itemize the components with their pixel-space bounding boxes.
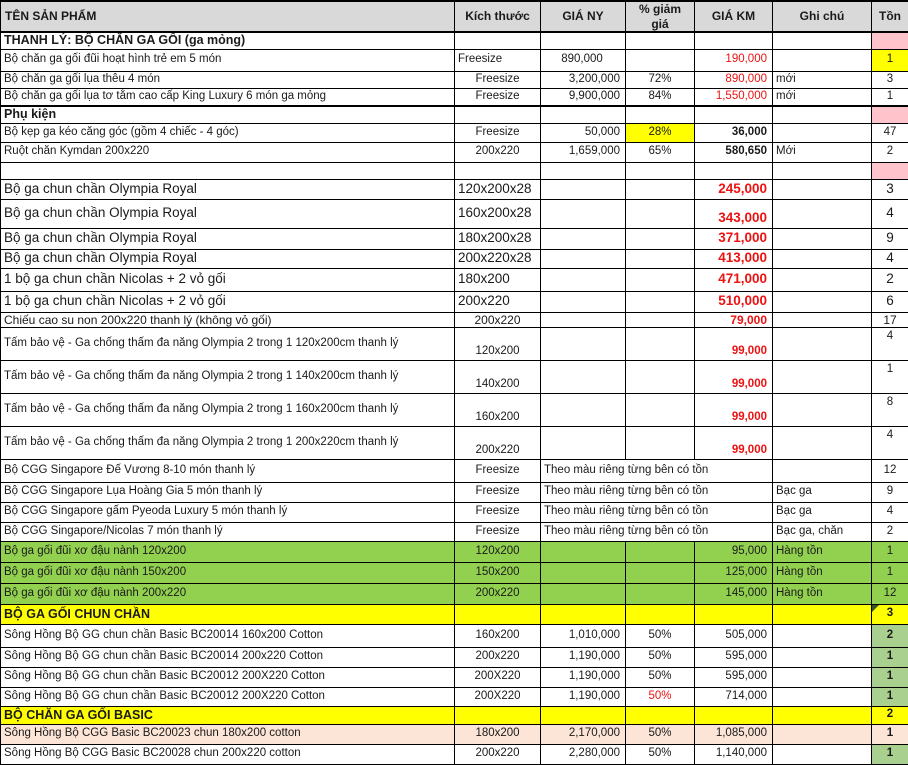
cell-note[interactable] <box>773 312 872 327</box>
cell-product-name[interactable]: Sông Hồng Bộ CGG Basic BC20023 chun 180x200 cotton <box>1 724 455 744</box>
cell-price-promo[interactable]: 125,000 <box>695 562 773 583</box>
cell-note[interactable] <box>773 604 872 624</box>
cell-discount-percent[interactable] <box>626 706 695 724</box>
cell-product-name[interactable]: Bộ CGG Singapore Đế Vương 8-10 món thanh lý <box>1 459 455 482</box>
cell-price-promo[interactable]: 99,000 <box>695 426 773 459</box>
cell-size[interactable]: 200x220x28 <box>455 249 541 268</box>
cell-price-promo[interactable]: 99,000 <box>695 360 773 393</box>
cell-discount-percent[interactable] <box>626 541 695 562</box>
cell-price-original[interactable] <box>541 360 626 393</box>
cell-price-promo[interactable] <box>695 106 773 123</box>
product-row <box>1 562 908 583</box>
cell-size[interactable]: Freesize <box>455 49 541 71</box>
cell-product-name[interactable] <box>1 162 455 179</box>
product-row <box>1 541 908 562</box>
cell-product-name[interactable]: Ruột chăn Kymdan 200x220 <box>1 142 455 162</box>
product-row <box>1 249 908 268</box>
section-row <box>1 32 908 49</box>
cell-size[interactable]: 200X220 <box>455 687 541 706</box>
cell-discount-percent[interactable]: 65% <box>626 142 695 162</box>
cell-product-name[interactable]: Bộ ga chun chần Olympia Royal <box>1 249 455 268</box>
cell-price-promo[interactable] <box>695 162 773 179</box>
cell-stock-qty[interactable]: 9 <box>872 228 908 249</box>
cell-product-name[interactable]: Sông Hồng Bộ GG chun chần Basic BC20014 200x220 Cotton <box>1 647 455 667</box>
cell-stock-qty[interactable]: 1 <box>872 647 908 667</box>
cell-discount-percent[interactable] <box>626 327 695 360</box>
column-header-size[interactable]: Kích thước <box>455 1 541 32</box>
cell-product-name[interactable]: THANH LÝ: BỘ CHĂN GA GỐI (ga mỏng) <box>1 32 455 49</box>
cell-size[interactable]: 140x200 <box>455 360 541 393</box>
cell-stock-qty[interactable] <box>872 106 908 123</box>
cell-product-name[interactable]: Bộ ga chun chần Olympia Royal <box>1 179 455 199</box>
cell-price-original[interactable] <box>541 268 626 291</box>
cell-size[interactable]: 160x200 <box>455 393 541 426</box>
cell-price-promo[interactable]: 99,000 <box>695 327 773 360</box>
cell-note[interactable] <box>773 106 872 123</box>
column-header-stock[interactable]: Tồn <box>872 1 908 32</box>
cell-discount-percent[interactable]: 72% <box>626 71 695 88</box>
cell-stock-qty[interactable]: 3 <box>872 604 908 624</box>
product-row <box>1 327 908 360</box>
cell-price-original[interactable]: 50,000 <box>541 123 626 142</box>
cell-discount-percent[interactable]: 50% <box>626 724 695 744</box>
cell-price-original[interactable] <box>541 327 626 360</box>
cell-discount-percent[interactable] <box>626 228 695 249</box>
table-body <box>1 32 908 764</box>
cell-stock-qty[interactable]: 1 <box>872 687 908 706</box>
cell-size[interactable] <box>455 162 541 179</box>
cell-discount-percent[interactable] <box>626 562 695 583</box>
cell-price-original[interactable]: 2,170,000 <box>541 724 626 744</box>
cell-note[interactable]: Hàng tồn <box>773 541 872 562</box>
cell-price-promo[interactable]: 471,000 <box>695 268 773 291</box>
product-row <box>1 502 908 522</box>
cell-price-promo[interactable]: 371,000 <box>695 228 773 249</box>
cell-size[interactable]: 120x200 <box>455 327 541 360</box>
cell-note[interactable] <box>773 179 872 199</box>
cell-size[interactable]: 160x200x28 <box>455 199 541 228</box>
cell-price-original[interactable] <box>541 249 626 268</box>
cell-discount-percent[interactable] <box>626 360 695 393</box>
cell-note[interactable] <box>773 162 872 179</box>
cell-price-promo[interactable]: 580,650 <box>695 142 773 162</box>
cell-note[interactable] <box>773 667 872 687</box>
cell-size[interactable] <box>455 706 541 724</box>
cell-stock-qty[interactable]: 2 <box>872 706 908 724</box>
cell-note[interactable] <box>773 459 872 482</box>
product-row <box>1 624 908 647</box>
cell-size[interactable]: Freesize <box>455 502 541 522</box>
cell-size[interactable]: 200x220 <box>455 291 541 312</box>
header-row <box>1 1 908 32</box>
cell-price-original[interactable] <box>541 604 626 624</box>
cell-product-name[interactable]: 1 bộ ga chun chần Nicolas + 2 vỏ gối <box>1 291 455 312</box>
cell-note[interactable] <box>773 647 872 667</box>
cell-stock-qty[interactable]: 1 <box>872 360 908 393</box>
cell-note[interactable] <box>773 724 872 744</box>
cell-merged-availability[interactable]: Theo màu riêng từng bên có tồn <box>541 502 773 522</box>
cell-stock-qty[interactable]: 8 <box>872 393 908 426</box>
cell-note[interactable] <box>773 393 872 426</box>
cell-stock-qty[interactable]: 4 <box>872 502 908 522</box>
cell-product-name[interactable]: Bộ ga chun chần Olympia Royal <box>1 199 455 228</box>
product-row <box>1 393 908 426</box>
cell-discount-percent[interactable] <box>626 49 695 71</box>
cell-price-promo[interactable]: 714,000 <box>695 687 773 706</box>
cell-note[interactable]: Hàng tồn <box>773 583 872 604</box>
cell-size[interactable] <box>455 32 541 49</box>
product-row <box>1 647 908 667</box>
cell-stock-qty[interactable]: 3 <box>872 71 908 88</box>
product-row <box>1 88 908 106</box>
cell-size[interactable]: Freesize <box>455 459 541 482</box>
product-row <box>1 522 908 541</box>
cell-price-original[interactable] <box>541 32 626 49</box>
product-row <box>1 268 908 291</box>
cell-size[interactable]: 120x200 <box>455 541 541 562</box>
section-row <box>1 706 908 724</box>
column-header-ny[interactable]: GIÁ NY <box>541 1 626 32</box>
cell-size[interactable] <box>455 106 541 123</box>
cell-discount-percent[interactable] <box>626 199 695 228</box>
cell-merged-availability[interactable]: Theo màu riêng từng bên có tồn <box>541 522 773 541</box>
cell-product-name[interactable]: Bộ ga gối đũi xơ đậu nành 200x220 <box>1 583 455 604</box>
cell-size[interactable]: 200x220 <box>455 744 541 764</box>
cell-note[interactable] <box>773 706 872 724</box>
product-row <box>1 71 908 88</box>
cell-stock-qty[interactable]: 1 <box>872 541 908 562</box>
cell-size[interactable]: 180x200 <box>455 268 541 291</box>
cell-product-name[interactable]: Phụ kiện <box>1 106 455 123</box>
cell-discount-percent[interactable] <box>626 312 695 327</box>
cell-note[interactable] <box>773 32 872 49</box>
cell-size[interactable]: 200X220 <box>455 667 541 687</box>
cell-price-promo[interactable]: 79,000 <box>695 312 773 327</box>
cell-price-promo[interactable]: 510,000 <box>695 291 773 312</box>
cell-size[interactable]: 200x220 <box>455 312 541 327</box>
cell-price-promo[interactable]: 190,000 <box>695 49 773 71</box>
cell-size[interactable]: 180x200x28 <box>455 228 541 249</box>
cell-note[interactable] <box>773 228 872 249</box>
cell-price-promo[interactable]: 413,000 <box>695 249 773 268</box>
cell-size[interactable]: 150x200 <box>455 562 541 583</box>
cell-product-name[interactable]: Bộ ga gối đũi xơ đậu nành 120x200 <box>1 541 455 562</box>
cell-price-original[interactable] <box>541 162 626 179</box>
section-row <box>1 106 908 123</box>
cell-stock-qty[interactable]: 2 <box>872 142 908 162</box>
cell-price-promo[interactable] <box>695 32 773 49</box>
product-row <box>1 724 908 744</box>
cell-note[interactable] <box>773 744 872 764</box>
cell-stock-qty[interactable]: 1 <box>872 88 908 106</box>
cell-discount-percent[interactable] <box>626 162 695 179</box>
cell-note[interactable] <box>773 249 872 268</box>
cell-stock-qty[interactable]: 12 <box>872 583 908 604</box>
cell-product-name[interactable]: Sông Hồng Bộ CGG Basic BC20028 chun 200x220 cotton <box>1 744 455 764</box>
cell-price-original[interactable]: 1,010,000 <box>541 624 626 647</box>
cell-price-promo[interactable]: 99,000 <box>695 393 773 426</box>
cell-product-name[interactable]: Bộ kẹp ga kéo căng góc (gồm 4 chiếc - 4 góc) <box>1 123 455 142</box>
cell-price-promo[interactable]: 595,000 <box>695 647 773 667</box>
cell-discount-percent[interactable]: 50% <box>626 744 695 764</box>
cell-price-original[interactable] <box>541 199 626 228</box>
product-row <box>1 426 908 459</box>
product-row <box>1 123 908 142</box>
cell-product-name[interactable]: Tấm bảo vệ - Ga chống thấm đa năng Olympia 2 trong 1 200x220cm thanh lý <box>1 426 455 459</box>
product-row <box>1 459 908 482</box>
cell-discount-percent[interactable] <box>626 583 695 604</box>
cell-size[interactable]: Freesize <box>455 71 541 88</box>
cell-price-promo[interactable]: 1,140,000 <box>695 744 773 764</box>
cell-product-name[interactable]: Tấm bảo vệ - Ga chống thấm đa năng Olympia 2 trong 1 120x200cm thanh lý <box>1 327 455 360</box>
product-row <box>1 482 908 502</box>
cell-size[interactable]: Freesize <box>455 123 541 142</box>
cell-note[interactable]: Bạc ga <box>773 502 872 522</box>
product-row <box>1 228 908 249</box>
cell-discount-percent[interactable]: 28% <box>626 123 695 142</box>
cell-discount-percent[interactable]: 50% <box>626 667 695 687</box>
cell-note[interactable]: Hàng tồn <box>773 562 872 583</box>
column-header-km[interactable]: GIÁ KM <box>695 1 773 32</box>
product-row <box>1 667 908 687</box>
cell-product-name[interactable]: Sông Hồng Bộ GG chun chần Basic BC20012 200X220 Cotton <box>1 687 455 706</box>
cell-product-name[interactable]: Bộ chăn ga gối lụa tơ tằm cao cấp King Luxury 6 món ga mỏng <box>1 88 455 106</box>
cell-stock-qty[interactable]: 47 <box>872 123 908 142</box>
cell-price-original[interactable] <box>541 541 626 562</box>
cell-price-original[interactable]: 3,200,000 <box>541 71 626 88</box>
cell-price-original[interactable] <box>541 393 626 426</box>
product-row <box>1 360 908 393</box>
product-row <box>1 291 908 312</box>
cell-stock-qty[interactable] <box>872 162 908 179</box>
cell-price-original[interactable] <box>541 562 626 583</box>
cell-price-promo[interactable]: 343,000 <box>695 199 773 228</box>
cell-size[interactable]: 200x220 <box>455 647 541 667</box>
cell-product-name[interactable]: Bộ CGG Singapore/Nicolas 7 món thanh lý <box>1 522 455 541</box>
cell-note[interactable] <box>773 426 872 459</box>
cell-stock-qty[interactable]: 1 <box>872 562 908 583</box>
column-header-name[interactable]: TÊN SẢN PHẨM <box>1 1 455 32</box>
cell-price-original[interactable] <box>541 426 626 459</box>
cell-price-promo[interactable]: 245,000 <box>695 179 773 199</box>
column-header-note[interactable]: Ghi chú <box>773 1 872 32</box>
cell-stock-qty[interactable]: 1 <box>872 667 908 687</box>
cell-note[interactable]: Bạc ga, chăn <box>773 522 872 541</box>
cell-price-promo[interactable]: 1,550,000 <box>695 88 773 106</box>
cell-price-promo[interactable] <box>695 706 773 724</box>
cell-product-name[interactable]: Bộ CGG Singapore gấm Pyeoda Luxury 5 món thanh lý <box>1 502 455 522</box>
cell-product-name[interactable]: Tấm bảo vệ - Ga chống thấm đa năng Olympia 2 trong 1 160x200cm thanh lý <box>1 393 455 426</box>
cell-discount-percent[interactable] <box>626 106 695 123</box>
cell-note[interactable]: Mới <box>773 142 872 162</box>
cell-price-original[interactable]: 1,190,000 <box>541 647 626 667</box>
product-row <box>1 744 908 764</box>
product-row <box>1 312 908 327</box>
cell-stock-qty[interactable]: 1 <box>872 49 908 71</box>
product-row <box>1 583 908 604</box>
cell-product-name[interactable]: Bộ chăn ga gối lụa thêu 4 món <box>1 71 455 88</box>
cell-size[interactable]: Freesize <box>455 482 541 502</box>
cell-discount-percent[interactable]: 50% <box>626 687 695 706</box>
cell-discount-percent[interactable]: 50% <box>626 647 695 667</box>
cell-stock-qty[interactable]: 4 <box>872 426 908 459</box>
cell-product-name[interactable]: BỘ GA GỐI CHUN CHẦN <box>1 604 455 624</box>
cell-discount-percent[interactable] <box>626 249 695 268</box>
cell-size[interactable]: 160x200 <box>455 624 541 647</box>
cell-size[interactable]: 200x220 <box>455 142 541 162</box>
cell-price-original[interactable] <box>541 291 626 312</box>
cell-discount-percent[interactable]: 50% <box>626 624 695 647</box>
cell-stock-qty[interactable]: 12 <box>872 459 908 482</box>
cell-stock-qty[interactable]: 2 <box>872 522 908 541</box>
cell-price-promo[interactable]: 595,000 <box>695 667 773 687</box>
cell-note[interactable] <box>773 268 872 291</box>
cell-note[interactable] <box>773 327 872 360</box>
cell-size[interactable] <box>455 604 541 624</box>
cell-merged-availability[interactable]: Theo màu riêng từng bên có tồn <box>541 459 773 482</box>
cell-product-name[interactable]: BỘ CHĂN GA GỐI BASIC <box>1 706 455 724</box>
cell-discount-percent[interactable] <box>626 426 695 459</box>
cell-stock-qty[interactable] <box>872 32 908 49</box>
cell-product-name[interactable]: Bộ ga gối đũi xơ đậu nành 150x200 <box>1 562 455 583</box>
cell-price-promo[interactable]: 1,085,000 <box>695 724 773 744</box>
cell-price-original[interactable] <box>541 228 626 249</box>
cell-price-original[interactable]: 890,000 <box>541 49 626 71</box>
cell-size[interactable]: Freesize <box>455 88 541 106</box>
table-header <box>1 1 908 32</box>
cell-note[interactable] <box>773 123 872 142</box>
cell-note[interactable]: Bạc ga <box>773 482 872 502</box>
cell-price-original[interactable] <box>541 583 626 604</box>
cell-price-original[interactable] <box>541 106 626 123</box>
cell-note[interactable] <box>773 360 872 393</box>
cell-price-promo[interactable]: 95,000 <box>695 541 773 562</box>
cell-note[interactable] <box>773 199 872 228</box>
cell-discount-percent[interactable]: 84% <box>626 88 695 106</box>
cell-note[interactable] <box>773 687 872 706</box>
cell-stock-qty[interactable]: 6 <box>872 291 908 312</box>
product-row <box>1 687 908 706</box>
cell-product-name[interactable]: Bộ ga chun chần Olympia Royal <box>1 228 455 249</box>
cell-note[interactable] <box>773 624 872 647</box>
cell-price-promo[interactable]: 36,000 <box>695 123 773 142</box>
cell-price-promo[interactable]: 145,000 <box>695 583 773 604</box>
cell-stock-qty[interactable]: 4 <box>872 249 908 268</box>
cell-price-promo[interactable] <box>695 604 773 624</box>
cell-discount-percent[interactable] <box>626 604 695 624</box>
cell-product-name[interactable]: Chiếu cao su non 200x220 thanh lý (không vỏ gối) <box>1 312 455 327</box>
cell-size[interactable]: 200x220 <box>455 426 541 459</box>
cell-price-original[interactable] <box>541 706 626 724</box>
cell-product-name[interactable]: Sông Hồng Bộ GG chun chần Basic BC20012 200X220 Cotton <box>1 667 455 687</box>
cell-product-name[interactable]: Bộ chăn ga gối đũi hoạt hình trẻ em 5 món <box>1 49 455 71</box>
cell-merged-availability[interactable]: Theo màu riêng từng bên có tồn <box>541 482 773 502</box>
cell-stock-qty[interactable]: 3 <box>872 179 908 199</box>
cell-price-original[interactable] <box>541 179 626 199</box>
cell-price-original[interactable]: 2,280,000 <box>541 744 626 764</box>
cell-price-original[interactable] <box>541 312 626 327</box>
cell-stock-qty[interactable]: 2 <box>872 268 908 291</box>
cell-size[interactable]: 120x200x28 <box>455 179 541 199</box>
cell-stock-qty[interactable]: 4 <box>872 327 908 360</box>
column-header-disc[interactable]: % giảm giá <box>626 1 695 32</box>
cell-discount-percent[interactable] <box>626 179 695 199</box>
cell-product-name[interactable]: Sông Hồng Bộ GG chun chần Basic BC20014 160x200 Cotton <box>1 624 455 647</box>
product-row <box>1 49 908 71</box>
cell-stock-qty[interactable]: 2 <box>872 624 908 647</box>
cell-stock-qty[interactable]: 17 <box>872 312 908 327</box>
cell-stock-qty[interactable]: 9 <box>872 482 908 502</box>
spacer-row <box>1 162 908 179</box>
cell-product-name[interactable]: 1 bộ ga chun chần Nicolas + 2 vỏ gối <box>1 268 455 291</box>
cell-stock-qty[interactable]: 1 <box>872 744 908 764</box>
cell-note[interactable]: mới <box>773 88 872 106</box>
product-row <box>1 199 908 228</box>
cell-price-original[interactable]: 1,659,000 <box>541 142 626 162</box>
cell-discount-percent[interactable] <box>626 32 695 49</box>
cell-discount-percent[interactable] <box>626 393 695 426</box>
cell-stock-qty[interactable]: 4 <box>872 199 908 228</box>
cell-discount-percent[interactable] <box>626 291 695 312</box>
cell-price-original[interactable]: 1,190,000 <box>541 667 626 687</box>
cell-price-original[interactable]: 9,900,000 <box>541 88 626 106</box>
cell-price-original[interactable]: 1,190,000 <box>541 687 626 706</box>
product-row <box>1 179 908 199</box>
cell-discount-percent[interactable] <box>626 268 695 291</box>
cell-size[interactable]: Freesize <box>455 522 541 541</box>
cell-product-name[interactable]: Bộ CGG Singapore Lụa Hoàng Gia 5 món thanh lý <box>1 482 455 502</box>
cell-price-promo[interactable]: 890,000 <box>695 71 773 88</box>
cell-size[interactable]: 200x220 <box>455 583 541 604</box>
section-row <box>1 604 908 624</box>
cell-size[interactable]: 180x200 <box>455 724 541 744</box>
cell-note[interactable]: mới <box>773 71 872 88</box>
cell-note[interactable] <box>773 291 872 312</box>
cell-price-promo[interactable]: 505,000 <box>695 624 773 647</box>
cell-product-name[interactable]: Tấm bảo vệ - Ga chống thấm đa năng Olympia 2 trong 1 140x200cm thanh lý <box>1 360 455 393</box>
product-row <box>1 142 908 162</box>
cell-stock-qty[interactable]: 1 <box>872 724 908 744</box>
cell-note[interactable] <box>773 49 872 71</box>
